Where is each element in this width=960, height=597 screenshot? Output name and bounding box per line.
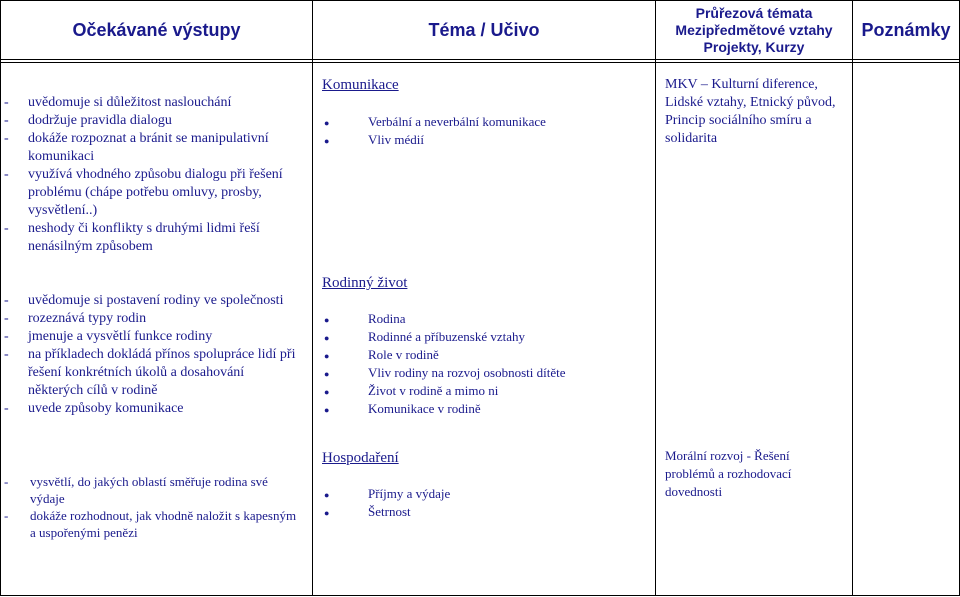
list-item: - dokáže rozhodnout, jak vhodně naložit s kapesným a uspořenými penězi xyxy=(4,507,300,541)
row1-topic: Komunikace xyxy=(322,77,399,93)
list-item: - uvědomuje si důležitost naslouchání xyxy=(4,94,294,112)
list-item: - jmenuje a vysvětlí funkce rodiny xyxy=(4,328,300,346)
header-outcomes xyxy=(1,1,312,59)
header-crosscutting-line1: Průřezová témata xyxy=(695,4,813,21)
table-bottom-border xyxy=(0,595,960,596)
header-crosscutting-line3: Projekty, Kurzy xyxy=(703,38,805,55)
header-notes xyxy=(853,1,959,59)
list-item: - vysvětlí, do jakých oblastí směřuje rodina své výdaje xyxy=(4,473,300,507)
header-topic-label: Téma / Učivo xyxy=(428,19,540,40)
row3-crosscutting: Morální rozvoj - Řešení problémů a rozhodovací dovednosti xyxy=(665,448,792,499)
list-item: - neshody či konflikty s druhými lidmi řeší nenásilným způsobem xyxy=(4,220,294,256)
row3-items xyxy=(322,485,642,521)
list-item: - na příkladech dokládá přínos spolupráce lidí při řešení konkrétních úkolů a dosahování některých cílů v rodině xyxy=(4,346,300,400)
list-item: ● Rodinné a příbuzenské vztahy xyxy=(322,328,642,346)
row1-crosscutting: MKV – Kulturní diference, Lidské vztahy, Etnický původ, Princip sociálního smíru a solidarita xyxy=(665,77,836,146)
row2-topic: Rodinný život xyxy=(322,275,408,291)
list-item: ● Šetrnost xyxy=(322,503,642,521)
list-item: ● Rodina xyxy=(322,310,642,328)
header-separator-2 xyxy=(0,62,960,63)
list-item: - využívá vhodného způsobu dialogu při řešení problému (chápe potřebu omluvy, prosby, vysvětlení..) xyxy=(4,166,294,220)
row2-outcomes xyxy=(4,292,300,418)
list-item: ● Život v rodině a mimo ni xyxy=(322,382,642,400)
list-item: ● Role v rodině xyxy=(322,346,642,364)
list-item: - dodržuje pravidla dialogu xyxy=(4,112,294,130)
list-item: ● Verbální a neverbální komunikace xyxy=(322,113,642,131)
col-border-2 xyxy=(655,0,656,596)
row1-items xyxy=(322,113,642,149)
list-item: ● Vliv rodiny na rozvoj osobnosti dítěte xyxy=(322,364,642,382)
list-item: - rozeznává typy rodin xyxy=(4,310,300,328)
header-notes-label: Poznámky xyxy=(861,19,951,40)
header-separator xyxy=(0,59,960,60)
col-border-0 xyxy=(0,0,1,596)
row1-outcomes xyxy=(4,94,294,256)
list-item: ● Vliv médií xyxy=(322,131,642,149)
list-item: ● Komunikace v rodině xyxy=(322,400,642,418)
header-crosscutting xyxy=(656,1,852,59)
list-item: - uvede způsoby komunikace xyxy=(4,400,300,418)
row2-items xyxy=(322,310,642,418)
col-border-1 xyxy=(312,0,313,596)
list-item: - dokáže rozpoznat a bránit se manipulativní komunikaci xyxy=(4,130,294,166)
header-crosscutting-line2: Mezipředmětové vztahy xyxy=(675,21,833,38)
header-topic xyxy=(313,1,655,59)
col-border-3 xyxy=(852,0,853,596)
list-item: - uvědomuje si postavení rodiny ve společnosti xyxy=(4,292,300,310)
row3-topic: Hospodaření xyxy=(322,450,399,466)
header-outcomes-label: Očekávané výstupy xyxy=(72,19,241,40)
row3-outcomes xyxy=(4,473,300,541)
list-item: ● Příjmy a výdaje xyxy=(322,485,642,503)
